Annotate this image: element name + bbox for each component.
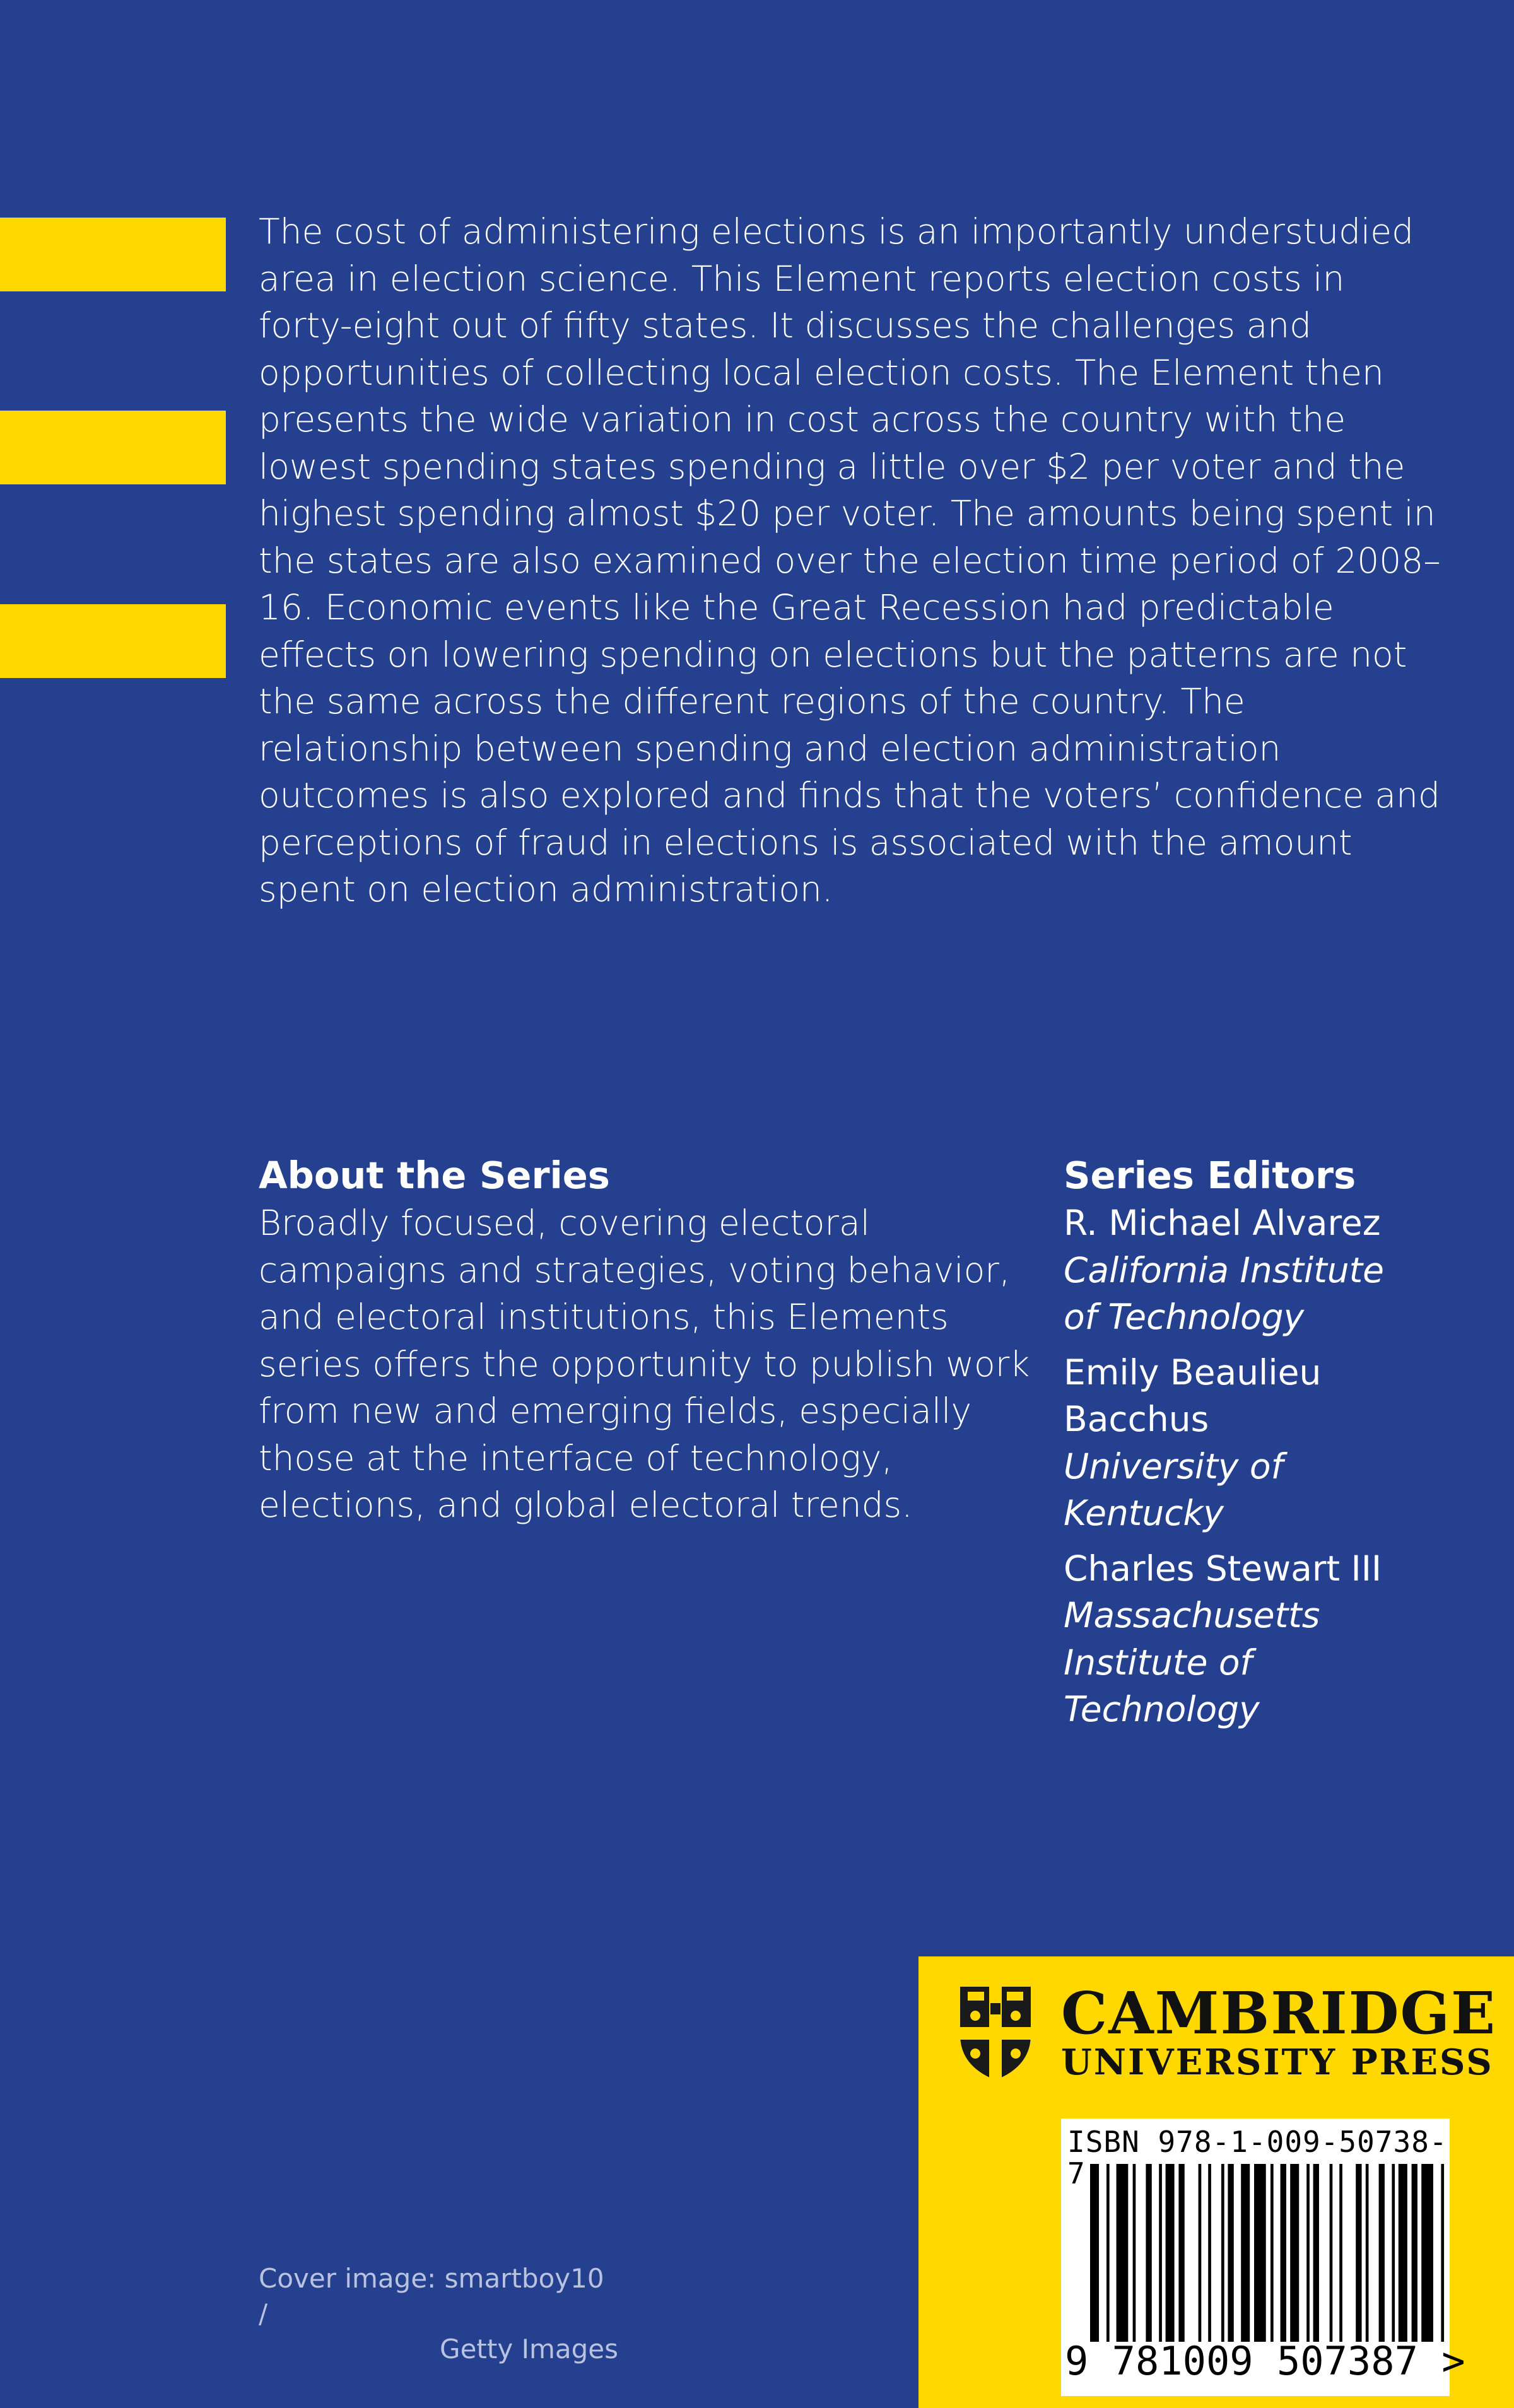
publisher-name-line2: UNIVERSITY PRESS bbox=[1061, 2042, 1494, 2083]
editor-entry bbox=[1064, 1349, 1467, 1537]
cambridge-shield-icon bbox=[958, 1984, 1033, 2083]
barcode-digits: 9 781009 507387 > bbox=[1065, 2338, 1465, 2384]
publisher-name bbox=[1061, 1979, 1497, 2083]
editor-name: R. Michael Alvarez bbox=[1064, 1203, 1381, 1243]
decorative-stripe-2 bbox=[0, 411, 226, 484]
editor-entry bbox=[1064, 1200, 1467, 1341]
isbn-label: ISBN 978-1-009-50738-7 bbox=[1067, 2125, 1448, 2190]
isbn-barcode bbox=[1061, 2119, 1465, 2396]
publisher-name-line1: CAMBRIDGE bbox=[1061, 1979, 1497, 2047]
about-heading: About the Series bbox=[259, 1154, 610, 1197]
decorative-stripe-3 bbox=[0, 604, 226, 678]
decorative-stripe-1 bbox=[0, 218, 226, 291]
cover-image-credit bbox=[259, 2261, 618, 2367]
editor-name: Charles Stewart III bbox=[1064, 1548, 1382, 1589]
editor-name: Emily Beaulieu Bacchus bbox=[1064, 1352, 1322, 1439]
editor-entry bbox=[1064, 1545, 1467, 1733]
editors-heading: Series Editors bbox=[1064, 1154, 1356, 1197]
book-blurb: The cost of administering elections is an importantly understudied area in election science. This Element reports election costs in forty-eight out of fifty states. It discusses the challenges and opportunities of collecting local election costs. The Element then presents the wide variation in cost across the country with the lowest spending states spending a little over $2 per voter and the highest spending almost $20 per voter. The amounts being spent in the states are also examined over the election time period of 2008–16. Economic events like the Great Recession had predictable effects on lowering spending on elections but the patterns are not the same across the different regions of the country. The relationship between spending and election administration outcomes is also explored and finds that the voters’ confidence and perceptions of fraud in elections is associated with the amount spent on election administration. bbox=[259, 211, 1441, 909]
about-text: Broadly focused, covering electoral campaigns and strategies, voting behavior, and electoral institutions, this Elements series offers the opportunity to publish work from new and emerging fields, especially those at the interface of technology, elections, and global electoral trends. bbox=[259, 1203, 1030, 1525]
series-editors bbox=[1064, 1152, 1467, 1741]
editor-institution: California Institute of Technology bbox=[1064, 1249, 1385, 1337]
credit-line-2: Getty Images bbox=[440, 2334, 618, 2364]
editor-institution: University of Kentucky bbox=[1064, 1446, 1283, 1533]
publisher-panel bbox=[918, 1956, 1514, 2408]
credit-line-1: Cover image: smartboy10 / bbox=[259, 2263, 604, 2329]
editor-institution: Massachusetts Institute of Technology bbox=[1064, 1595, 1320, 1729]
barcode-icon bbox=[1065, 2164, 1447, 2342]
about-the-series bbox=[259, 1152, 1047, 1529]
